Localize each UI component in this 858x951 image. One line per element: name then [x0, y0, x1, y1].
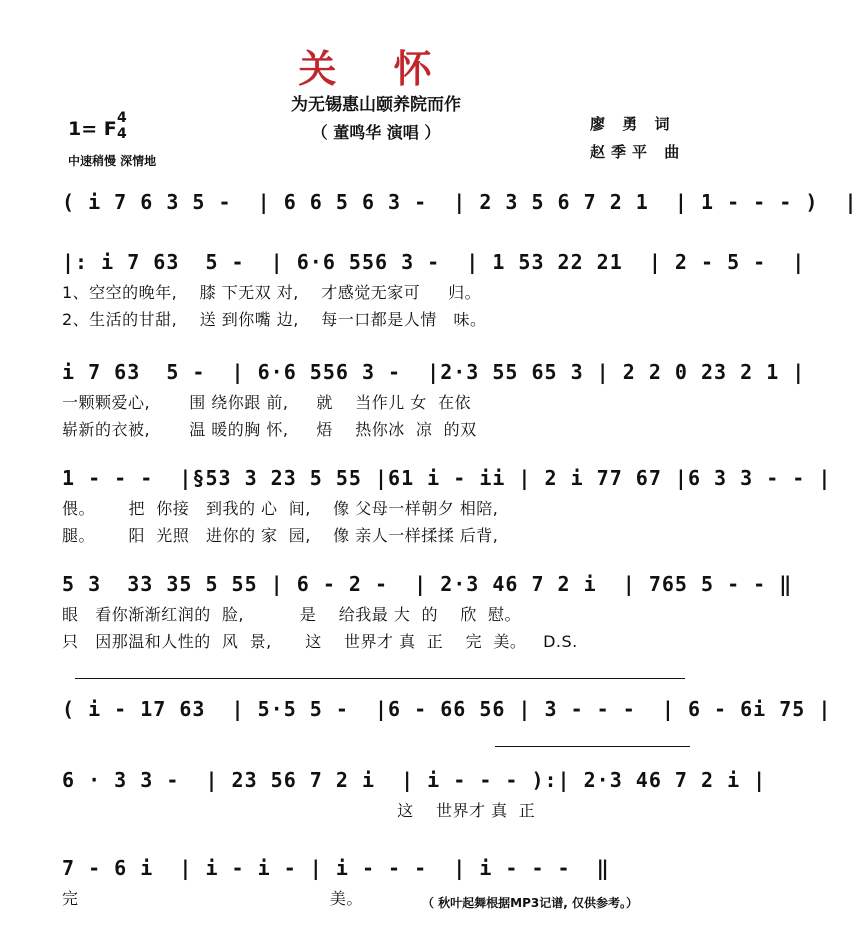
time-sig-top: 4	[117, 110, 127, 126]
second-ending-bracket	[495, 746, 690, 747]
lyric-line: 完 美。	[62, 889, 363, 908]
notation-line: |: i 7 63 5 - | 6·6 556 3 - | 1 53 22 21 | 2 - 5 - |	[62, 250, 806, 274]
staff-row-7	[62, 768, 767, 821]
lyric-verse-2: 腿。 阳 光照 进你的 家 园, 像 亲人一样揉揉 后背,	[62, 526, 499, 545]
time-sig-bottom: 4	[117, 126, 127, 142]
lyric-verse-1: 眼 看你渐渐红润的 脸, 是 给我最 大 的 欣 慰。	[62, 605, 521, 624]
lyric-verse-2: 只 因那温和人性的 风 景, 这 世界才 真 正 完 美。 D.S.	[62, 632, 578, 651]
lyric-verse-1: 一颗颗爱心, 围 绕你跟 前, 就 当作儿 女 在依	[62, 393, 471, 412]
staff-row-5	[62, 572, 793, 652]
staff-row-3	[62, 360, 806, 440]
notation-line: ( i 7 6 3 5 - | 6 6 5 6 3 - | 2 3 5 6 7 2 1 | 1 - - - ) |	[62, 190, 858, 214]
song-title: 关 怀	[298, 47, 454, 91]
notation-line: ( i - 17 63 | 5·5 5 - |6 - 66 56 | 3 - - - | 6 - 6i 75 |	[62, 697, 832, 721]
notation-line: 6 · 3 3 - | 23 56 7 2 i | i - - - ):| 2·3 46 7 2 i |	[62, 768, 767, 792]
subtitle: 为无锡惠山颐养院而作	[291, 95, 461, 115]
staff-row-6	[62, 697, 832, 721]
notation-line: i 7 63 5 - | 6·6 556 3 - |2·3 55 65 3 | 2 2 0 23 2 1 |	[62, 360, 806, 384]
lyric-line: 这 世界才 真 正	[62, 801, 536, 820]
time-signature	[117, 110, 127, 142]
staff-row-2	[62, 250, 806, 330]
staff-row-4	[62, 466, 832, 546]
performer: （ 董鸣华 演唱 ）	[311, 123, 441, 142]
lyric-verse-2: 崭新的衣被, 温 暖的胸 怀, 焐 热你冰 凉 的双	[62, 420, 477, 439]
lyricist: 廖 勇 词	[590, 115, 676, 133]
key-signature: 1= F	[68, 118, 117, 140]
notation-line: 5 3 33 35 5 55 | 6 - 2 - | 2·3 46 7 2 i | 765 5 - - ‖	[62, 572, 793, 596]
transcription-note: （ 秋叶起舞根据MP3记谱, 仅供参考。）	[422, 896, 639, 910]
lyric-verse-1: 1、空空的晚年, 膝 下无双 对, 才感觉无家可 归。	[62, 283, 482, 302]
staff-row-1	[62, 190, 858, 214]
first-ending-bracket	[75, 678, 685, 679]
notation-line: 1 - - - |§53 3 23 5 55 |61 i - ii | 2 i 77 67 |6 3 3 - - |	[62, 466, 832, 490]
lyric-verse-2: 2、生活的甘甜, 送 到你嘴 边, 每一口都是人情 味。	[62, 310, 487, 329]
tempo-marking: 中速稍慢 深情地	[68, 154, 157, 168]
lyric-verse-1: 偎。 把 你接 到我的 心 间, 像 父母一样朝夕 相陪,	[62, 499, 499, 518]
notation-line: 7 - 6 i | i - i - | i - - - | i - - - ‖	[62, 856, 610, 880]
composer: 赵季平 曲	[590, 143, 686, 161]
